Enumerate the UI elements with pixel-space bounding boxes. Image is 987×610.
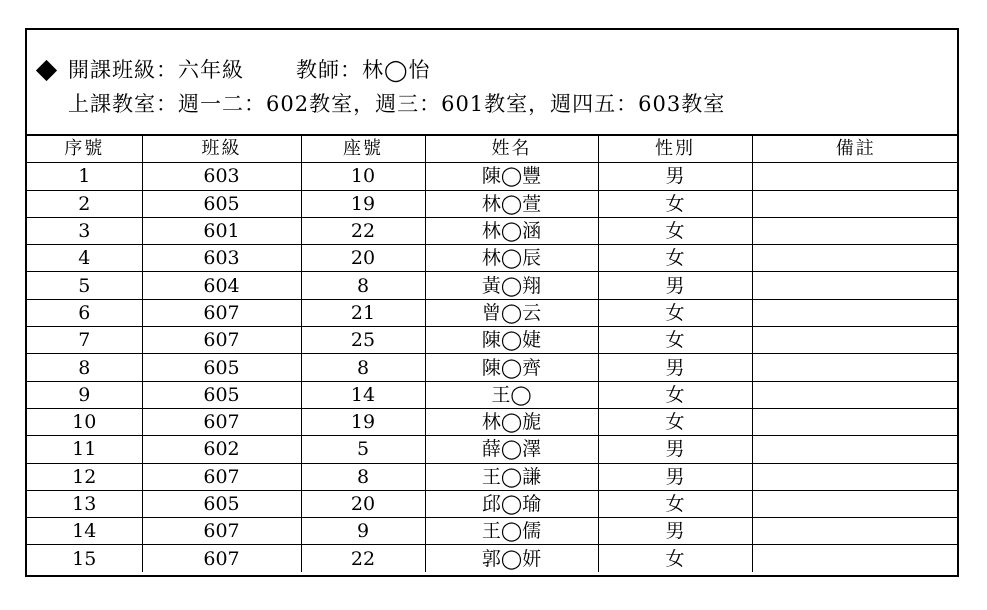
column-header-seat: 座號 bbox=[301, 136, 425, 163]
cell-seat: 10 bbox=[301, 163, 425, 190]
cell-seat: 9 bbox=[301, 518, 425, 545]
cell-name: 薛◯澤 bbox=[425, 436, 598, 463]
cell-class: 605 bbox=[142, 190, 301, 217]
cell-note bbox=[752, 245, 959, 272]
cell-gender: 女 bbox=[598, 217, 752, 244]
cell-seat: 20 bbox=[301, 245, 425, 272]
cell-seat: 25 bbox=[301, 327, 425, 354]
cell-name: 陳◯齊 bbox=[425, 354, 598, 381]
cell-gender: 女 bbox=[598, 299, 752, 326]
table-row bbox=[27, 381, 959, 408]
table-row bbox=[27, 490, 959, 517]
cell-gender: 女 bbox=[598, 327, 752, 354]
cell-gender: 女 bbox=[598, 245, 752, 272]
header-line-2 bbox=[68, 88, 725, 118]
table-row bbox=[27, 299, 959, 326]
column-header-class: 班級 bbox=[142, 136, 301, 163]
table-row bbox=[27, 245, 959, 272]
classroom-schedule-label: 上課教室：週一二：602教室，週三：601教室，週四五：603教室 bbox=[68, 92, 726, 116]
cell-gender: 女 bbox=[598, 545, 752, 572]
cell-class: 607 bbox=[142, 408, 301, 435]
cell-seq: 6 bbox=[27, 299, 142, 326]
cell-class: 605 bbox=[142, 354, 301, 381]
cell-note bbox=[752, 354, 959, 381]
cell-name: 陳◯豐 bbox=[425, 163, 598, 190]
cell-name: 曾◯云 bbox=[425, 299, 598, 326]
course-class-label: 開課班級：六年級 bbox=[68, 58, 244, 82]
table-header-row bbox=[27, 136, 959, 163]
roster-sheet bbox=[25, 28, 959, 577]
table-row bbox=[27, 354, 959, 381]
cell-name: 邱◯瑜 bbox=[425, 490, 598, 517]
cell-seat: 8 bbox=[301, 463, 425, 490]
cell-class: 607 bbox=[142, 463, 301, 490]
cell-name: 林◯辰 bbox=[425, 245, 598, 272]
teacher-label: 教師：林◯怡 bbox=[296, 58, 431, 82]
cell-note bbox=[752, 436, 959, 463]
cell-note bbox=[752, 408, 959, 435]
cell-name: 林◯萱 bbox=[425, 190, 598, 217]
cell-seq: 3 bbox=[27, 217, 142, 244]
cell-note bbox=[752, 163, 959, 190]
cell-seat: 20 bbox=[301, 490, 425, 517]
cell-seat: 22 bbox=[301, 217, 425, 244]
table-row bbox=[27, 545, 959, 572]
cell-name: 陳◯婕 bbox=[425, 327, 598, 354]
cell-seat: 5 bbox=[301, 436, 425, 463]
cell-gender: 女 bbox=[598, 490, 752, 517]
table-row bbox=[27, 163, 959, 190]
cell-note bbox=[752, 545, 959, 572]
cell-class: 603 bbox=[142, 245, 301, 272]
cell-class: 602 bbox=[142, 436, 301, 463]
cell-gender: 男 bbox=[598, 518, 752, 545]
cell-gender: 男 bbox=[598, 272, 752, 299]
cell-name: 林◯旎 bbox=[425, 408, 598, 435]
cell-gender: 女 bbox=[598, 190, 752, 217]
cell-seat: 8 bbox=[301, 354, 425, 381]
cell-class: 607 bbox=[142, 327, 301, 354]
cell-seat: 8 bbox=[301, 272, 425, 299]
cell-note bbox=[752, 272, 959, 299]
cell-seq: 8 bbox=[27, 354, 142, 381]
column-header-gender: 性別 bbox=[598, 136, 752, 163]
cell-class: 605 bbox=[142, 490, 301, 517]
cell-class: 607 bbox=[142, 545, 301, 572]
cell-seat: 19 bbox=[301, 408, 425, 435]
cell-name: 黃◯翔 bbox=[425, 272, 598, 299]
roster-header bbox=[27, 30, 957, 136]
cell-gender: 女 bbox=[598, 381, 752, 408]
cell-class: 607 bbox=[142, 518, 301, 545]
cell-gender: 男 bbox=[598, 354, 752, 381]
cell-gender: 男 bbox=[598, 163, 752, 190]
cell-note bbox=[752, 518, 959, 545]
table-row bbox=[27, 327, 959, 354]
table-row bbox=[27, 217, 959, 244]
cell-seq: 2 bbox=[27, 190, 142, 217]
diamond-bullet-icon bbox=[36, 60, 57, 81]
cell-note bbox=[752, 463, 959, 490]
cell-seq: 5 bbox=[27, 272, 142, 299]
table-row bbox=[27, 463, 959, 490]
cell-class: 603 bbox=[142, 163, 301, 190]
cell-seat: 22 bbox=[301, 545, 425, 572]
cell-note bbox=[752, 299, 959, 326]
cell-gender: 男 bbox=[598, 463, 752, 490]
table-row bbox=[27, 408, 959, 435]
cell-class: 607 bbox=[142, 299, 301, 326]
cell-seat: 14 bbox=[301, 381, 425, 408]
cell-gender: 男 bbox=[598, 436, 752, 463]
table-row bbox=[27, 272, 959, 299]
cell-class: 605 bbox=[142, 381, 301, 408]
cell-note bbox=[752, 327, 959, 354]
cell-name: 王◯ bbox=[425, 381, 598, 408]
cell-class: 601 bbox=[142, 217, 301, 244]
cell-seq: 13 bbox=[27, 490, 142, 517]
cell-note bbox=[752, 190, 959, 217]
cell-class: 604 bbox=[142, 272, 301, 299]
cell-name: 王◯謙 bbox=[425, 463, 598, 490]
cell-note bbox=[752, 490, 959, 517]
cell-seq: 9 bbox=[27, 381, 142, 408]
cell-seq: 7 bbox=[27, 327, 142, 354]
table-body bbox=[27, 163, 959, 572]
cell-seq: 1 bbox=[27, 163, 142, 190]
cell-seq: 10 bbox=[27, 408, 142, 435]
cell-note bbox=[752, 217, 959, 244]
cell-gender: 女 bbox=[598, 408, 752, 435]
column-header-note: 備註 bbox=[752, 136, 959, 163]
table-row bbox=[27, 518, 959, 545]
cell-seat: 21 bbox=[301, 299, 425, 326]
column-header-seq: 序號 bbox=[27, 136, 142, 163]
cell-seat: 19 bbox=[301, 190, 425, 217]
cell-seq: 11 bbox=[27, 436, 142, 463]
cell-name: 王◯儒 bbox=[425, 518, 598, 545]
cell-seq: 12 bbox=[27, 463, 142, 490]
student-roster-table bbox=[27, 136, 959, 572]
cell-name: 林◯涵 bbox=[425, 217, 598, 244]
cell-note bbox=[752, 381, 959, 408]
cell-seq: 4 bbox=[27, 245, 142, 272]
header-line-1 bbox=[35, 54, 431, 84]
cell-name: 郭◯妍 bbox=[425, 545, 598, 572]
table-row bbox=[27, 436, 959, 463]
column-header-name: 姓名 bbox=[425, 136, 598, 163]
table-row bbox=[27, 190, 959, 217]
cell-seq: 15 bbox=[27, 545, 142, 572]
cell-seq: 14 bbox=[27, 518, 142, 545]
